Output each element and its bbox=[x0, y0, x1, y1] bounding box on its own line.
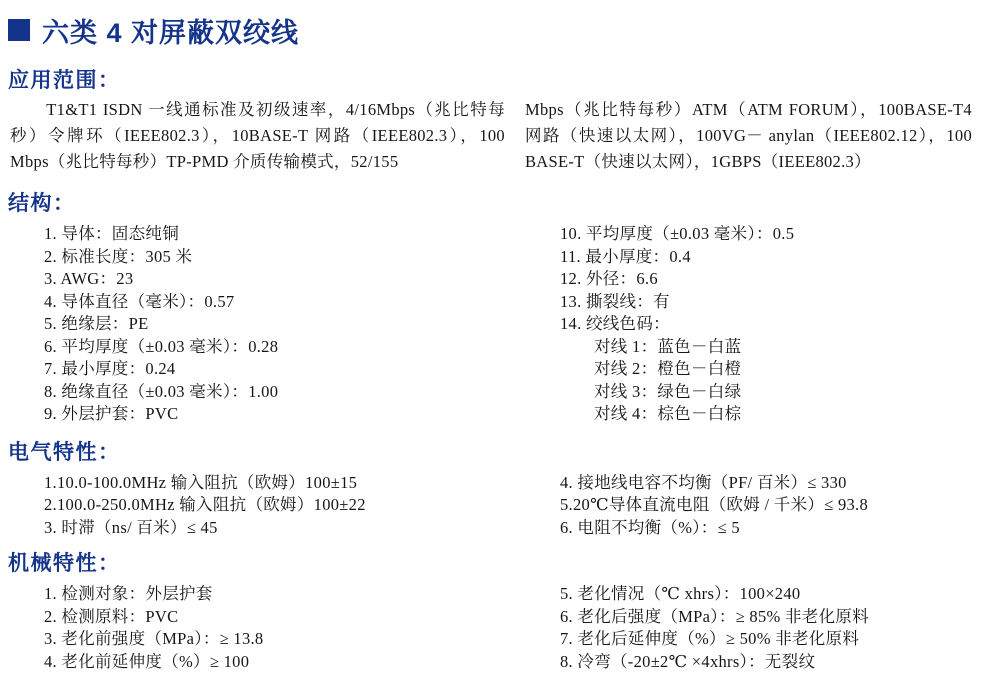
electrical-list-left bbox=[8, 472, 505, 540]
spec-item: 11. 最小厚度：0.4 bbox=[560, 246, 691, 266]
spec-item: 对线 2：橙色－白橙 bbox=[594, 359, 742, 378]
electrical-list-right bbox=[505, 472, 978, 540]
spec-item: 6. 老化后强度（MPa）：≥ 85% 非老化原料 bbox=[560, 606, 869, 626]
spec-item: 14. 绞线色码： bbox=[560, 314, 670, 333]
structure-columns bbox=[8, 223, 978, 426]
application-columns bbox=[8, 97, 978, 175]
spec-item: 3. 老化前强度（MPa）：≥ 13.8 bbox=[44, 629, 264, 648]
spec-item: 1.10.0-100.0MHz 输入阻抗（欧姆）100±15 bbox=[44, 472, 358, 492]
section-heading-application: 应用范围： bbox=[8, 68, 121, 92]
spec-item: 7. 老化后延伸度（%）≥ 50% 非老化原料 bbox=[560, 629, 860, 648]
section-application bbox=[8, 68, 978, 175]
spec-item: 7. 最小厚度：0.24 bbox=[44, 359, 176, 378]
spec-item: 10. 平均厚度（±0.03 毫米）：0.5 bbox=[560, 224, 795, 243]
spec-item: 对线 3：绿色－白绿 bbox=[594, 381, 742, 401]
spec-item: 1. 导体：固态纯铜 bbox=[44, 224, 179, 243]
spec-item: 12. 外径：6.6 bbox=[560, 269, 658, 288]
page-title bbox=[8, 14, 978, 46]
section-mechanical bbox=[8, 551, 978, 673]
structure-list-right bbox=[505, 223, 978, 426]
application-paragraph-left: T1&T1 ISDN 一线通标准及初级速率，4/16Mbps（兆比特每秒）令牌环（IEEE802.3），10BASE-T 网路（IEEE802.3），100 Mbps（兆比特每秒）TP-PMD 介质传输模式，52/155 bbox=[10, 100, 505, 171]
section-heading-mechanical: 机械特性： bbox=[8, 551, 121, 575]
section-heading-structure: 结构： bbox=[8, 191, 76, 215]
spec-item: 1. 检测对象：外层护套 bbox=[44, 584, 213, 603]
spec-item: 4. 接地线电容不均衡（PF/ 百米）≤ 330 bbox=[560, 472, 847, 492]
spec-item: 6. 平均厚度（±0.03 毫米）：0.28 bbox=[44, 336, 279, 356]
application-paragraph-right: Mbps（兆比特每秒）ATM（ATM FORUM），100BASE-T4 网路（快速以太网），100VG－ anylan（IEEE802.12），100 BASE-T（快速以太网），1GBPS（IEEE802.3） bbox=[525, 100, 972, 171]
mechanical-list-right bbox=[505, 583, 978, 673]
section-electrical bbox=[8, 440, 978, 540]
spec-item: 2.100.0-250.0MHz 输入阻抗（欧姆）100±22 bbox=[44, 495, 366, 514]
spec-item: 4. 导体直径（毫米）：0.57 bbox=[44, 291, 235, 311]
spec-item: 4. 老化前延伸度（%）≥ 100 bbox=[44, 651, 250, 671]
title-square-bullet-icon bbox=[8, 19, 30, 41]
mechanical-list-left bbox=[8, 583, 505, 673]
spec-item: 对线 4：棕色－白棕 bbox=[594, 404, 742, 423]
structure-list-left bbox=[8, 223, 505, 426]
spec-item: 13. 撕裂线：有 bbox=[560, 291, 670, 311]
electrical-columns bbox=[8, 472, 978, 540]
spec-item: 8. 绝缘直径（±0.03 毫米）：1.00 bbox=[44, 381, 279, 401]
mechanical-columns bbox=[8, 583, 978, 673]
spec-item: 3. 时滞（ns/ 百米）≤ 45 bbox=[44, 517, 218, 537]
spec-item: 3. AWG：23 bbox=[44, 269, 134, 288]
section-structure bbox=[8, 191, 978, 426]
spec-item: 5. 绝缘层：PE bbox=[44, 314, 149, 333]
spec-item: 5.20℃导体直流电阻（欧姆 / 千米）≤ 93.8 bbox=[560, 495, 869, 514]
spec-item: 2. 检测原料：PVC bbox=[44, 606, 179, 626]
section-heading-electrical: 电气特性： bbox=[8, 439, 121, 464]
spec-item: 对线 1：蓝色－白蓝 bbox=[594, 336, 742, 356]
spec-item: 8. 冷弯（-20±2℃ ×4xhrs）：无裂纹 bbox=[560, 651, 816, 671]
spec-item: 9. 外层护套：PVC bbox=[44, 404, 179, 423]
spec-item: 2. 标准长度：305 米 bbox=[44, 246, 193, 266]
spec-item: 5. 老化情况（℃ xhrs）：100×240 bbox=[560, 584, 801, 603]
page-title-text: 六类 4 对屏蔽双绞线 bbox=[42, 17, 300, 48]
spec-item: 6. 电阻不均衡（%）：≤ 5 bbox=[560, 517, 740, 537]
